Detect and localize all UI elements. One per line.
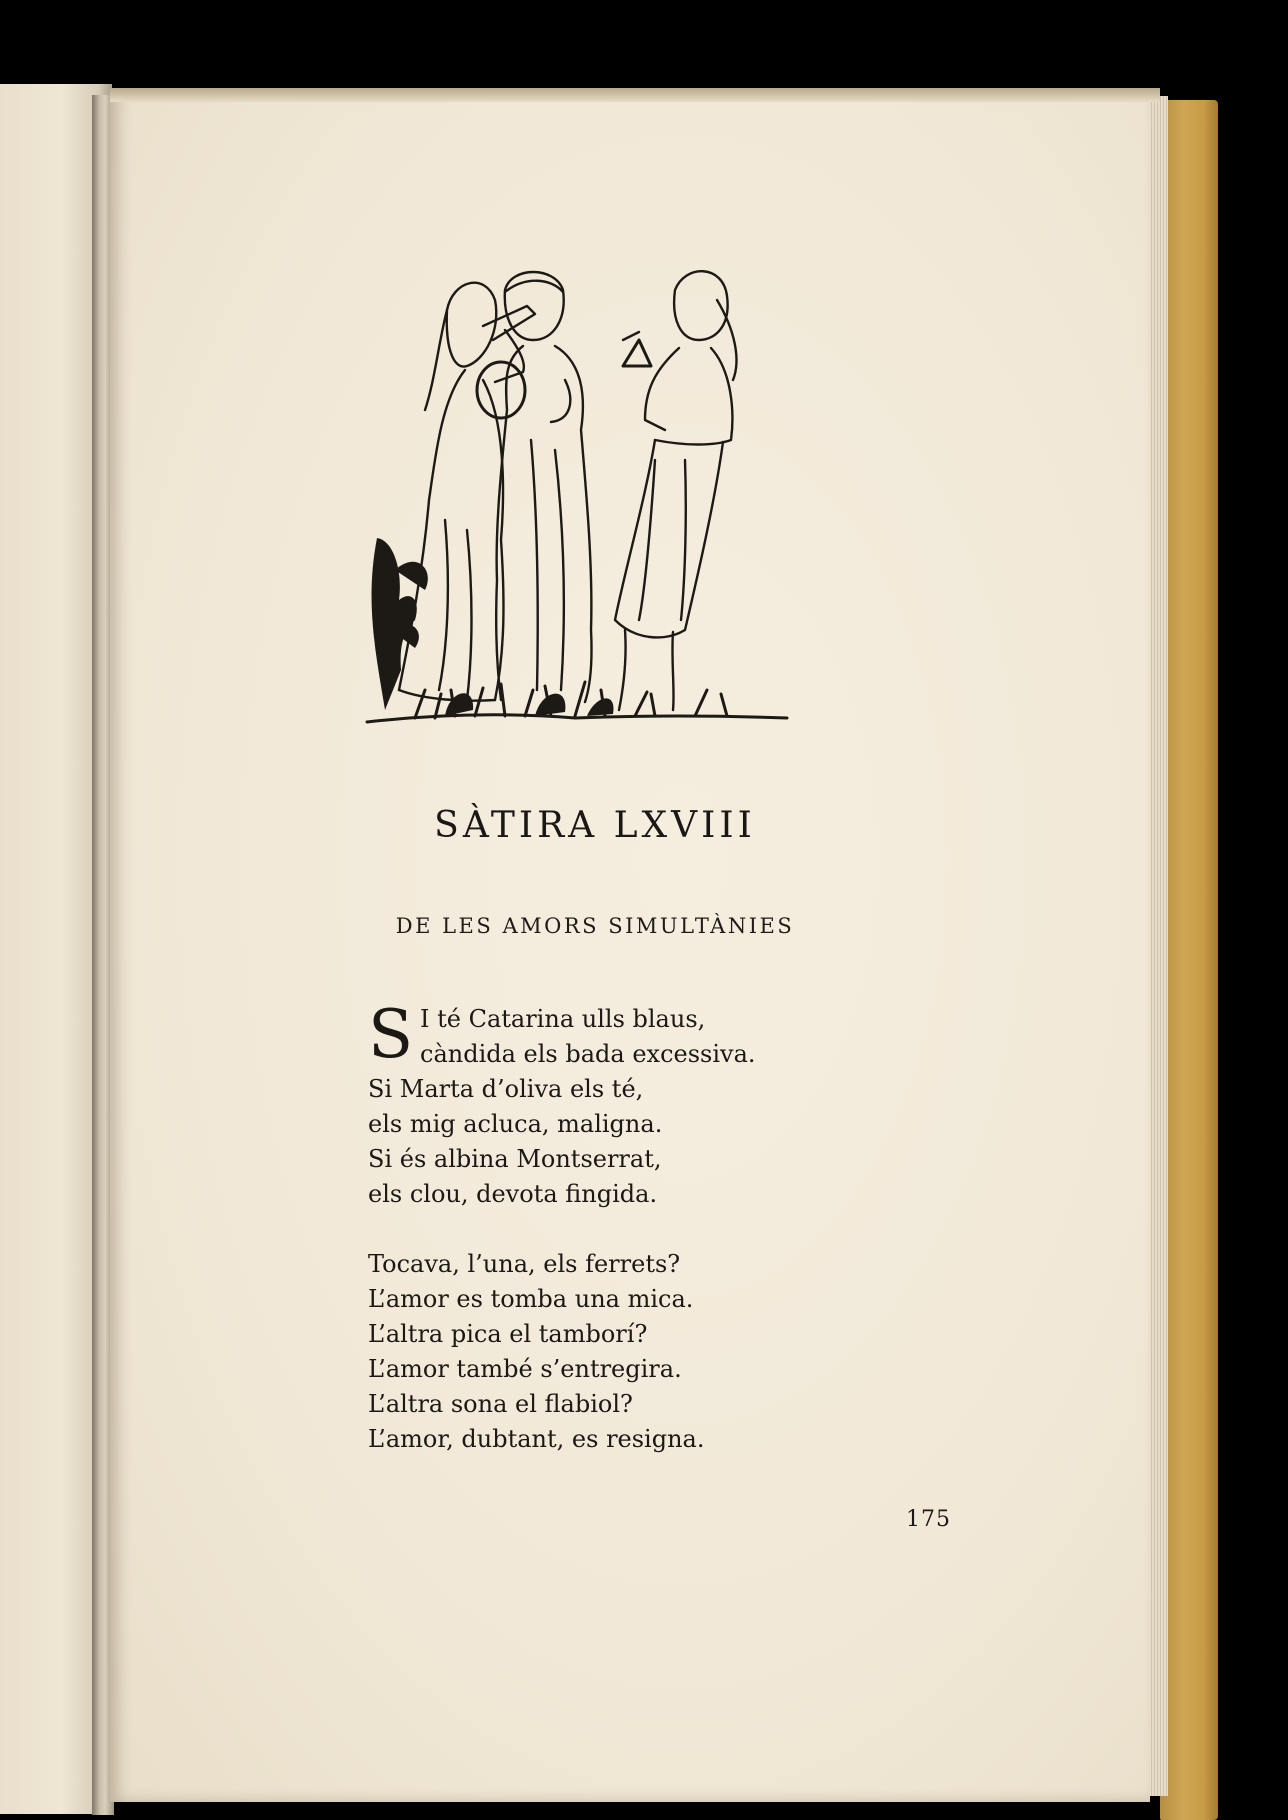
poem-line: els mig acluca, maligna. bbox=[368, 1110, 663, 1138]
poem-line: L’amor, dubtant, es resigna. bbox=[368, 1425, 705, 1453]
poem-line: L’amor es tomba una mica. bbox=[368, 1285, 694, 1313]
poem-line: L’altra pica el tamborí? bbox=[368, 1320, 648, 1348]
poem-line: Si Marta d’oliva els té, bbox=[368, 1075, 644, 1103]
stanza-1 bbox=[368, 996, 828, 1212]
poem-line: càndida els bada excessiva. bbox=[420, 1040, 756, 1068]
poem-line: els clou, devota fingida. bbox=[368, 1180, 658, 1208]
book-cover-edge bbox=[1160, 100, 1218, 1820]
drop-cap: S bbox=[368, 996, 414, 1073]
stanza-2 bbox=[368, 1247, 828, 1457]
poem-line: L’altra sona el flabiol? bbox=[368, 1390, 633, 1418]
poem-body bbox=[368, 996, 828, 1492]
poem-subtitle: DE LES AMORS SIMULTÀNIES bbox=[395, 914, 795, 938]
poem-line-text: I té Catarina ulls blaus, bbox=[420, 1005, 706, 1033]
woodcut-illustration bbox=[355, 270, 795, 730]
three-musicians-drawing bbox=[355, 270, 795, 730]
poem-line: Si és albina Montserrat, bbox=[368, 1145, 662, 1173]
poem-line: Tocava, l’una, els ferrets? bbox=[368, 1250, 681, 1278]
poem-line: L’amor també s’entregira. bbox=[368, 1355, 682, 1383]
page-number: 175 bbox=[906, 1507, 951, 1532]
poem-title: SÀTIRA LXVIII bbox=[434, 805, 756, 846]
page-top-edge bbox=[110, 88, 1160, 102]
